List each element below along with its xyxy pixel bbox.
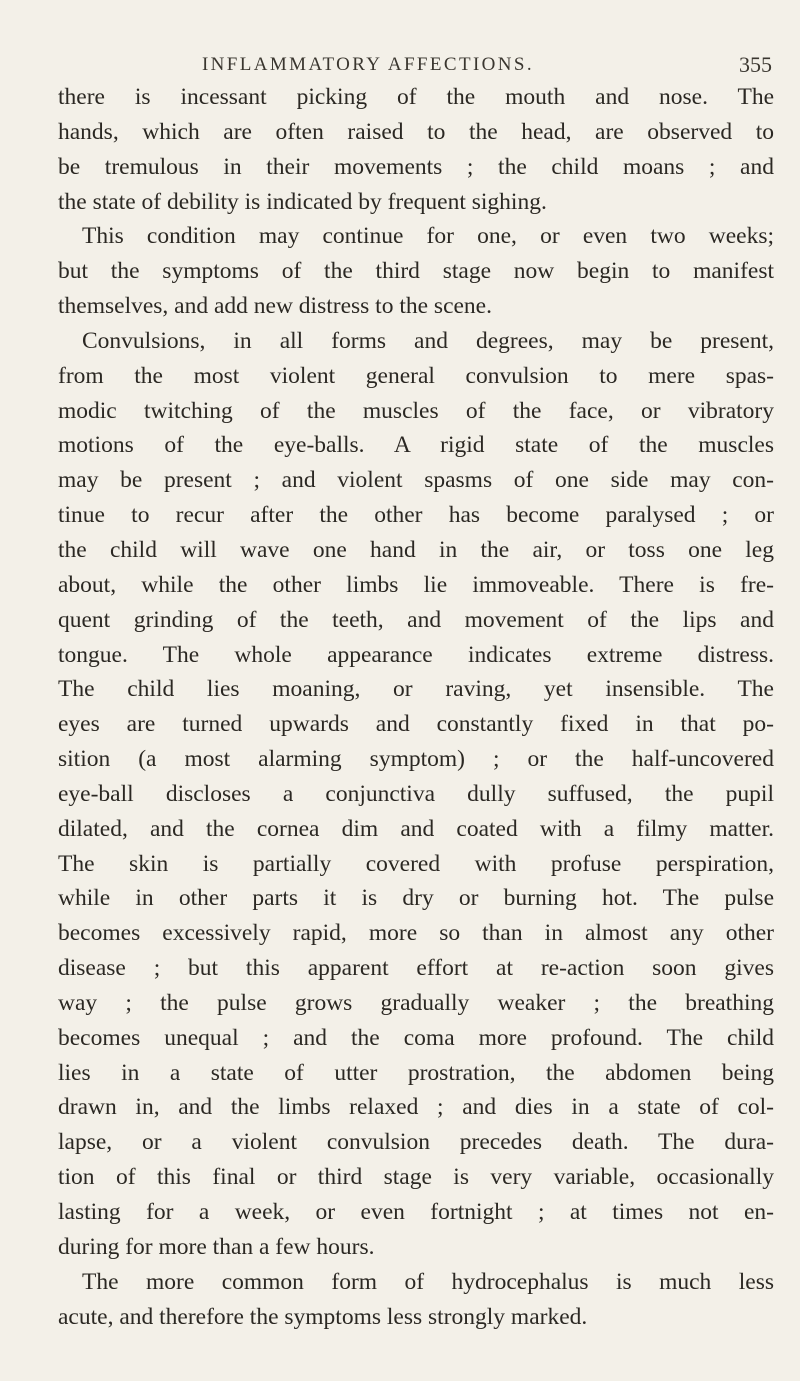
text-line: tinue to recur after the other has become paralysed ; or [58,502,774,529]
text-line: becomes excessively rapid, more so than in almost any other [58,920,774,947]
text-line: The child lies moaning, or raving, yet insensible. The [58,676,774,703]
text-line: quent grinding of the teeth, and movement of the lips and [58,606,774,633]
text-line: be tremulous in their movements ; the child moans ; and [58,153,774,180]
text-line: The skin is partially covered with profuse perspiration, [58,850,774,877]
text-line: but the symptoms of the third stage now begin to manifest [58,258,774,285]
text-line: The more common form of hydrocephalus is much less [82,1268,774,1295]
text-line: themselves, and add new distress to the scene. [58,293,492,320]
text-line: about, while the other limbs lie immoveable. There is fre- [58,571,774,598]
text-line: lies in a state of utter prostration, the abdomen being [58,1059,774,1086]
text-line: may be present ; and violent spasms of one side may con- [58,467,774,494]
text-line: sition (a most alarming symptom) ; or the half-uncovered [58,746,774,773]
running-title: INFLAMMATORY AFFECTIONS. [201,54,535,75]
text-line: eyes are turned upwards and constantly fixed in that po- [58,711,774,738]
text-line: acute, and therefore the symptoms less strongly marked. [58,1303,588,1330]
text-line: there is incessant picking of the mouth and nose. The [58,84,774,110]
text-line: lasting for a week, or even fortnight ; at times not en- [58,1199,774,1225]
running-head [0,24,800,77]
text-line: the state of debility is indicated by frequent sighing. [58,188,547,215]
text-line: the child will wave one hand in the air, or toss one leg [58,536,774,563]
text-line: eye-ball discloses a conjunctiva dully suffused, the pupil [58,780,774,807]
text-line: dilated, and the cornea dim and coated with a filmy matter. [58,815,774,842]
text-line: while in other parts it is dry or burning hot. The pulse [58,885,774,912]
text-line: tion of this final or third stage is very variable, occasionally [58,1164,774,1191]
text-line: Convulsions, in all forms and degrees, may be present, [82,327,774,354]
text-line: disease ; but this apparent effort at re-action soon gives [58,955,774,982]
text-line: becomes unequal ; and the coma more profound. The child [58,1024,774,1051]
text-line: during for more than a few hours. [58,1233,375,1260]
text-line: drawn in, and the limbs relaxed ; and dies in a state of col- [58,1094,774,1121]
text-line: from the most violent general convulsion to mere spas- [58,362,774,389]
text-line: modic twitching of the muscles of the face, or vibratory [58,397,774,424]
text-line: tongue. The whole appearance indicates extreme distress. [58,641,774,668]
text-line: hands, which are often raised to the head, are observed to [58,118,774,145]
text-line: This condition may continue for one, or even two weeks; [82,223,774,250]
text-line: lapse, or a violent convulsion precedes death. The dura- [58,1129,774,1156]
page-number: 355 [739,52,772,77]
text-line: way ; the pulse grows gradually weaker ; the breathing [58,989,774,1016]
body-text [58,80,774,1334]
text-line: motions of the eye-balls. A rigid state of the muscles [58,432,774,459]
